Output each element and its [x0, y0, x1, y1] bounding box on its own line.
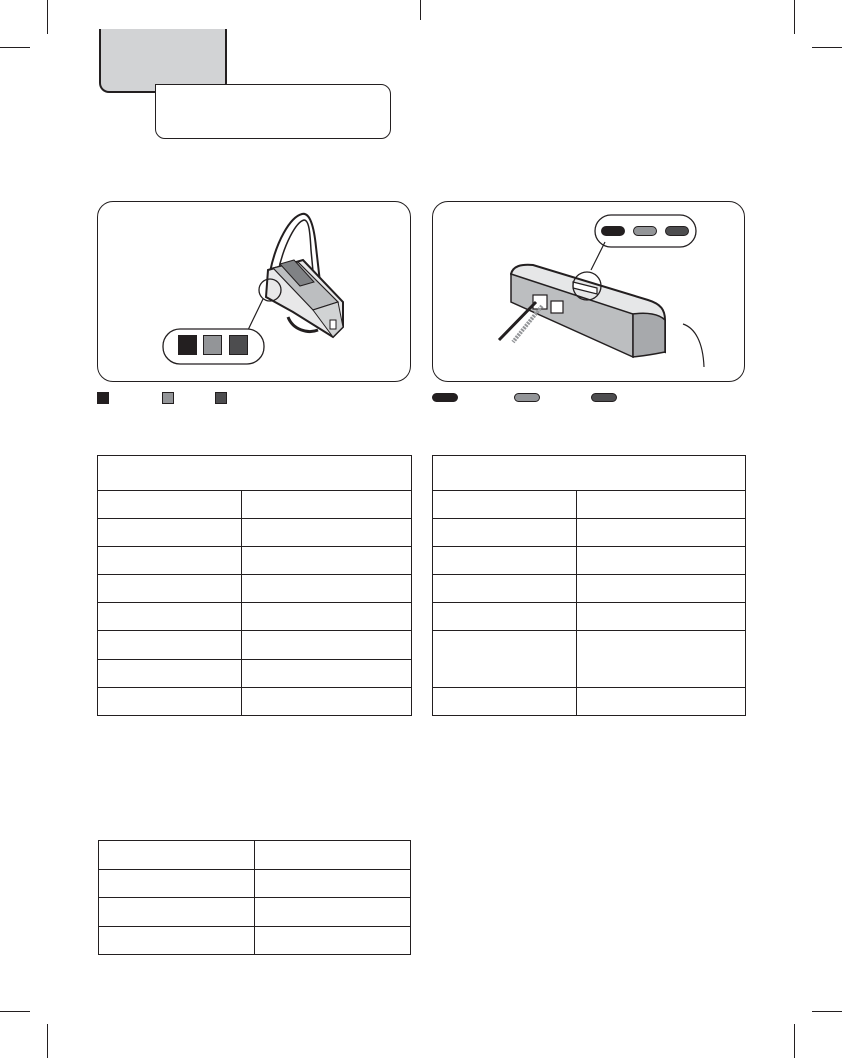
table-cell	[242, 547, 412, 575]
table-cell	[98, 660, 242, 688]
crop-mark	[812, 1011, 842, 1012]
table-cell	[577, 491, 746, 519]
table-cell	[433, 688, 577, 716]
table-cell	[99, 927, 255, 955]
crop-mark	[47, 0, 48, 34]
table-cell	[98, 603, 242, 631]
table-cell	[577, 631, 746, 688]
table-cell	[99, 898, 255, 927]
base-illustration-panel	[432, 201, 745, 382]
legend-swatch	[162, 392, 174, 404]
table-cell	[255, 841, 411, 870]
table-cell	[255, 927, 411, 955]
crop-mark	[794, 0, 795, 34]
charging-base-icon	[433, 202, 745, 382]
table-cell	[242, 688, 412, 716]
table-cell	[98, 575, 242, 603]
headset-illustration-panel	[97, 201, 411, 382]
table-cell	[433, 491, 577, 519]
table-cell	[98, 631, 242, 660]
base-color-swatch	[633, 226, 657, 236]
table-cell	[242, 575, 412, 603]
crop-mark	[794, 1024, 795, 1058]
headset-color-swatch	[203, 335, 222, 355]
table-cell	[98, 547, 242, 575]
legend-swatch	[514, 393, 540, 402]
table-cell	[99, 841, 255, 870]
crop-mark	[0, 47, 30, 48]
crop-mark	[0, 1011, 30, 1012]
page-title-box	[155, 84, 391, 139]
legend-swatch	[97, 392, 109, 404]
table-cell	[433, 631, 577, 688]
base-color-swatch	[601, 226, 625, 236]
headset-icon	[98, 202, 411, 382]
table-cell	[242, 631, 412, 660]
table-cell	[242, 603, 412, 631]
table-cell	[255, 898, 411, 927]
headset-color-swatch	[178, 335, 197, 355]
table-cell	[433, 519, 577, 547]
table-cell	[577, 575, 746, 603]
table-cell	[433, 547, 577, 575]
table-cell	[255, 870, 411, 898]
crop-mark	[420, 0, 421, 20]
table-cell	[433, 603, 577, 631]
table-header	[98, 456, 412, 491]
table-cell	[577, 547, 746, 575]
legend-swatch	[215, 392, 227, 404]
table-cell	[577, 603, 746, 631]
base-color-swatch	[665, 226, 689, 236]
table-cell	[242, 491, 412, 519]
table-cell	[433, 575, 577, 603]
table-header	[433, 456, 746, 491]
crop-mark	[812, 47, 842, 48]
legend-swatch	[591, 393, 617, 402]
extra-spec-table	[98, 840, 411, 955]
headset-color-swatch	[229, 335, 248, 355]
table-cell	[99, 870, 255, 898]
table-cell	[98, 688, 242, 716]
table-cell	[242, 519, 412, 547]
table-cell	[577, 519, 746, 547]
crop-mark	[47, 1024, 48, 1058]
base-spec-table	[432, 455, 746, 716]
table-cell	[98, 491, 242, 519]
table-cell	[242, 660, 412, 688]
legend-swatch	[432, 393, 458, 402]
table-cell	[577, 688, 746, 716]
headset-spec-table	[97, 455, 412, 716]
table-cell	[98, 519, 242, 547]
